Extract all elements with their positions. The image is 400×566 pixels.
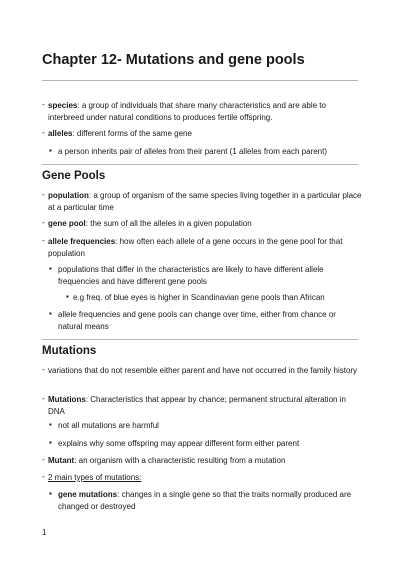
section-title-mutations: Mutations — [42, 345, 97, 357]
square-bullet: ▪ — [49, 438, 52, 447]
square-bullet: ▪ — [49, 420, 52, 429]
definition-mutant: Mutant: an organism with a characteristic resulting from a mutation — [48, 456, 286, 465]
section-divider — [42, 164, 358, 165]
dot-bullet: ▪ — [66, 292, 69, 301]
dash-bullet: - — [42, 455, 45, 464]
square-bullet: ▪ — [49, 489, 52, 498]
list-item: variations that do not resemble either parent and have not occurred in the family history — [48, 366, 358, 375]
dash-bullet: - — [42, 365, 45, 374]
list-item: e.g freq. of blue eyes is higher in Scandinavian gene pools than African — [73, 293, 325, 302]
dash-bullet: - — [42, 128, 45, 137]
list-item: a person inherits pair of alleles from their parent (1 alleles from each parent) — [58, 147, 328, 156]
definition-allele-frequencies: allele frequencies: how often each allele of a gene occurs in the gene pool for that population — [48, 237, 343, 258]
list-item: explains why some offspring may appear different form either parent — [58, 439, 300, 448]
list-item: allele frequencies and gene pools can change over time, either from chance or natural means — [58, 310, 336, 331]
dash-bullet: - — [42, 100, 45, 109]
dash-bullet: - — [42, 218, 45, 227]
section-title-gene-pools: Gene Pools — [42, 170, 106, 182]
list-item: not all mutations are harmful — [58, 421, 159, 430]
definition-gene-pool: gene pool: the sum of all the alleles in a given population — [48, 219, 252, 228]
definition-population: population: a group of organism of the same species living together in a particular place at a particular time — [48, 191, 362, 212]
definition-gene-mutations: gene mutations: changes in a single gene so that the traits normally produced are changed or destroyed — [58, 490, 352, 511]
definition-species: species: a group of individuals that share many characteristics and are able to interbreed under natural conditions to produces fertile offspring. — [48, 101, 326, 122]
square-bullet: ▪ — [49, 146, 52, 155]
definition-alleles: alleles: different forms of the same gene — [48, 129, 192, 138]
square-bullet: ▪ — [49, 264, 52, 273]
definition-mutations: Mutations: Characteristics that appear by chance; permanent structural alteration in DNA — [48, 395, 346, 416]
list-item: populations that differ in the characteristics are likely to have different allele frequencies and have different gene pools — [58, 265, 324, 286]
dash-bullet: - — [42, 472, 45, 481]
title-divider — [42, 80, 358, 81]
section-divider — [42, 339, 358, 340]
dash-bullet: - — [42, 236, 45, 245]
dash-bullet: - — [42, 190, 45, 199]
square-bullet: ▪ — [49, 309, 52, 318]
page-number: 1 — [42, 528, 47, 537]
dash-bullet: - — [42, 394, 45, 403]
page-title: Chapter 12- Mutations and gene pools — [42, 52, 305, 68]
list-item: 2 main types of mutations: — [48, 473, 142, 482]
